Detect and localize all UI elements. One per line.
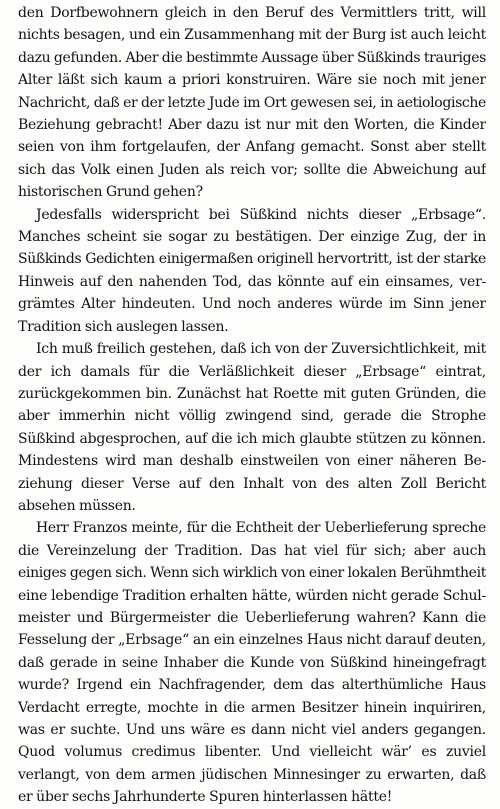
text-line: Alter läßt sich kaum a priori konstruiren. Wäre sie noch mit jener [18,72,486,89]
text-line: sich das Volk einen Juden als reich vor; sollte die Abweichung auf [18,161,486,178]
paragraph-1 [18,2,486,204]
text-line: absehen müssen. [18,497,136,514]
text-line: den Dorfbewohnern gleich in den Beruf des Vermittlers tritt, will [18,5,486,21]
text-line: Ich muß freilich gestehen, daß ich von der Zuversichtlichkeit, mit [36,341,486,358]
text-line: historischen Grund gehen? [18,184,203,201]
text-line: aber immerhin nicht völlig zwingend sind, gerade die Strophe [18,408,486,425]
text-line: Manches scheint sie sogar zu bestätigen. Der einzige Zug, der in [18,229,486,246]
text-line: seien von ihm fortgelaufen, der Anfang gemacht. Sonst aber stellt [18,139,486,156]
text-line: nichts besagen, und ein Zusammenhang mit der Burg ist auch leicht [18,27,486,44]
text-line: Nachricht, daß er der letzte Jude im Ort gewesen sei, in aetiologische [18,94,486,111]
paragraph-2 [18,204,486,338]
text-line: Mindestens wird man deshalb einstweilen von einer näheren Be- [18,453,486,470]
text-line: zurückgekommen bin. Zunächst hat Roette mit guten Gründen, die [18,385,486,402]
text-line: daß gerade in seine Inhaber die Kunde von Süßkind hineingefragt [18,654,486,671]
text-line: Jedesfalls widerspricht bei Süßkind nichts dieser „Erbsage“. [36,206,486,223]
text-line: Fesselung der „Erbsage“ an ein einzelnes Haus nicht darauf deuten, [18,632,486,649]
text-line: Verdacht erregte, mochte in die armen Besitzer hinein inquiriren, [18,699,486,716]
text-line: verlangt, von dem armen jüdischen Minnesinger zu erwarten, daß [18,766,486,783]
text-line: er über sechs Jahrhunderte Spuren hinterlassen hätte! [18,789,393,806]
text-line: Beziehung gebracht! Aber dazu ist nur mit den Worten, die Kinder [18,117,486,134]
text-line: einiges gegen sich. Wenn sich wirklich von einer lokalen Berühmtheit [18,565,486,582]
text-line: Hinweis auf den nahenden Tod, das könnte auf ein einsames, ver- [18,273,486,290]
text-line: grämtes Alter hindeuten. Und noch anderes würde im Sinn jener [18,296,486,313]
text-line: wurde? Irgend ein Nachfragender, dem das alterthümliche Haus [18,677,486,694]
text-line: Süßkinds Gedichten einigermaßen originell hervortritt, ist der starke [18,251,486,268]
text-line: Süßkind abgesprochen, auf die ich mich glaubte stützen zu können. [18,430,486,447]
paragraph-4 [18,517,486,808]
text-line: was er suchte. Und uns wäre es dann nicht viel anders gegangen. [18,722,486,738]
text-line: Herr Franzos meinte, für die Echtheit der Ueberlieferung spreche [36,520,486,537]
text-line: dazu gefunden. Aber die bestimmte Aussage über Süßkinds trauriges [18,49,486,66]
text-line: die Vereinzelung der Tradition. Das hat viel für sich; aber auch [18,542,486,559]
text-line: meister und Bürgermeister die Ueberlieferung wahren? Kann die [18,609,486,626]
paragraph-3 [18,338,486,517]
text-line: ziehung dieser Verse auf den Inhalt von des alten Zoll Bericht [18,475,486,492]
text-line: Tradition sich auslegen lassen. [18,318,229,335]
text-line: Quod volumus credimus libenter. Und vielleicht wär’ es zuviel [18,744,486,761]
text-line: eine lebendige Tradition erhalten hätte, würden nicht gerade Schul- [18,587,486,604]
text-line: der ich damals für die Verläßlichkeit dieser „Erbsage“ eintrat, [18,363,486,380]
